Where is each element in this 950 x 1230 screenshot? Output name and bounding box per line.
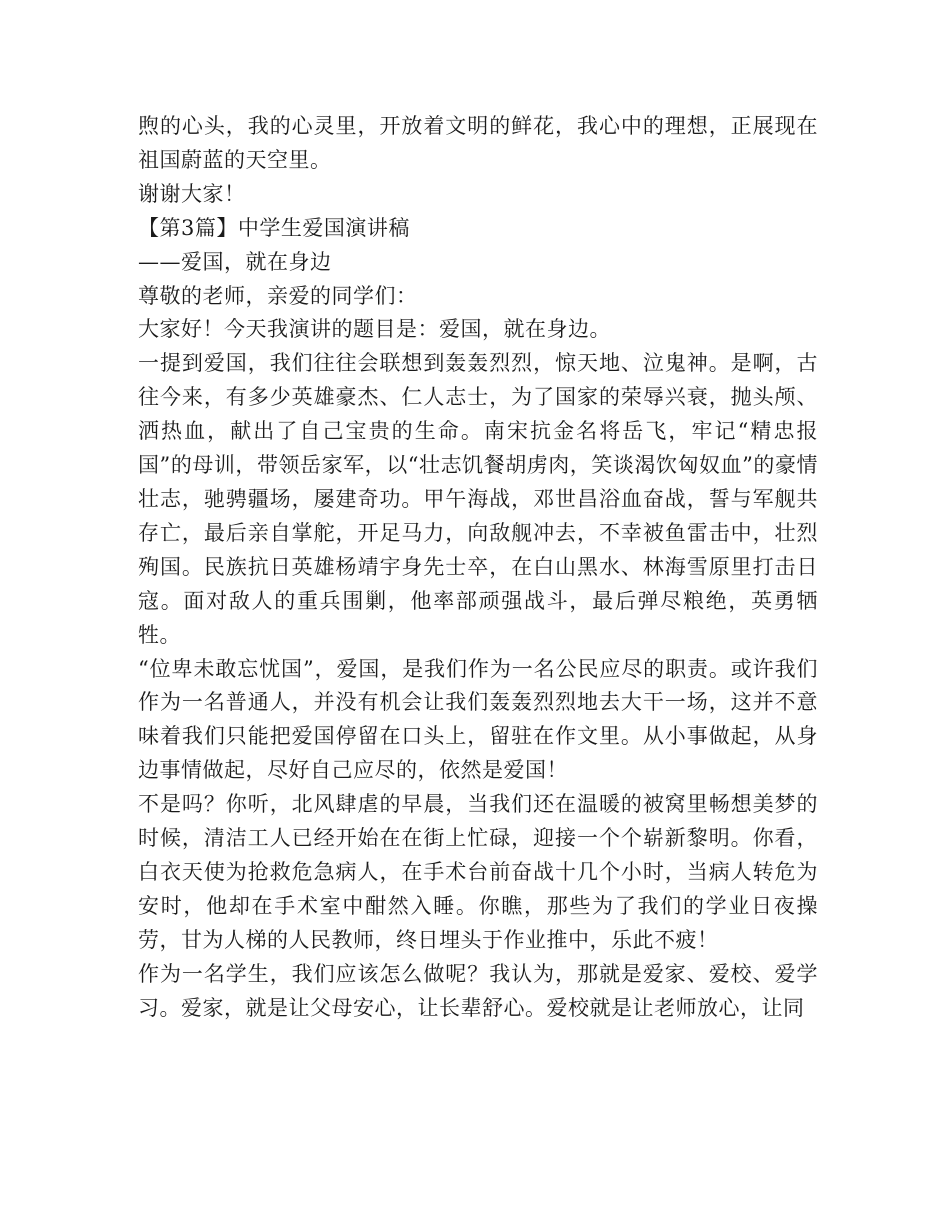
salutation: 尊敬的老师，亲爱的同学们： xyxy=(138,283,418,308)
paragraph-examples: 不是吗？你听，北风肆虐的早晨，当我们还在温暖的被窝里畅想美梦的时候，清洁工人已经开始在在街上忙碌，迎接一个个崭新黎明。你看，白衣天使为抢救危急病人，在手术台前奋战十几个小时，当病人转危为安时，他却在手术室中酣然入睡。你瞧，那些为了我们的学业日夜操劳，甘为人梯的人民教师，终日埋头于作业推中，乐此不疲！ xyxy=(138,792,818,952)
document-body xyxy=(138,110,818,1025)
section-title: 【第3篇】中学生爱国演讲稿 xyxy=(138,215,410,240)
paragraph-heroes: 一提到爱国，我们往往会联想到轰轰烈烈，惊天地、泣鬼神。是啊，古往今来，有多少英雄豪杰、仁人志士，为了国家的荣辱兴衰，抛头颅、洒热血，献出了自己宝贵的生命。南宋抗金名将岳飞，牢记“精忠报国”的母训，带领岳家军，以“壮志饥餐胡虏肉，笑谈渴饮匈奴血”的豪情壮志，驰骋疆场，屡建奇功。甲午海战，邓世昌浴血奋战，誓与军舰共存亡，最后亲自掌舵，开足马力，向敌舰冲去，不幸被鱼雷击中，壮烈殉国。民族抗日英雄杨靖宇身先士卒，在白山黑水、林海雪原里打击日寇。面对敌人的重兵围剿，他率部顽强战斗，最后弹尽粮绝，英勇牺牲。 xyxy=(138,351,818,647)
paragraph-continuation: 煦的心头，我的心灵里，开放着文明的鲜花，我心中的理想，正展现在祖国蔚蓝的天空里。 xyxy=(138,114,818,172)
paragraph-students: 作为一名学生，我们应该怎么做呢？我认为，那就是爱家、爱校、爱学习。爱家，就是让父母安心，让长辈舒心。爱校就是让老师放心，让同 xyxy=(138,961,818,1020)
paragraph-duty: “位卑未敢忘忧国”，爱国，是我们作为一名公民应尽的职责。或许我们作为一名普通人，并没有机会让我们轰轰烈烈地去大干一场，这并不意味着我们只能把爱国停留在口头上，留驻在作文里。从小事做起，从身边事情做起，尽好自己应尽的，依然是爱国！ xyxy=(138,656,818,783)
paragraph-greeting: 大家好！今天我演讲的题目是：爱国，就在身边。 xyxy=(138,317,611,342)
paragraph-thanks: 谢谢大家！ xyxy=(138,181,246,206)
section-subtitle: ——爱国，就在身边 xyxy=(138,249,332,274)
